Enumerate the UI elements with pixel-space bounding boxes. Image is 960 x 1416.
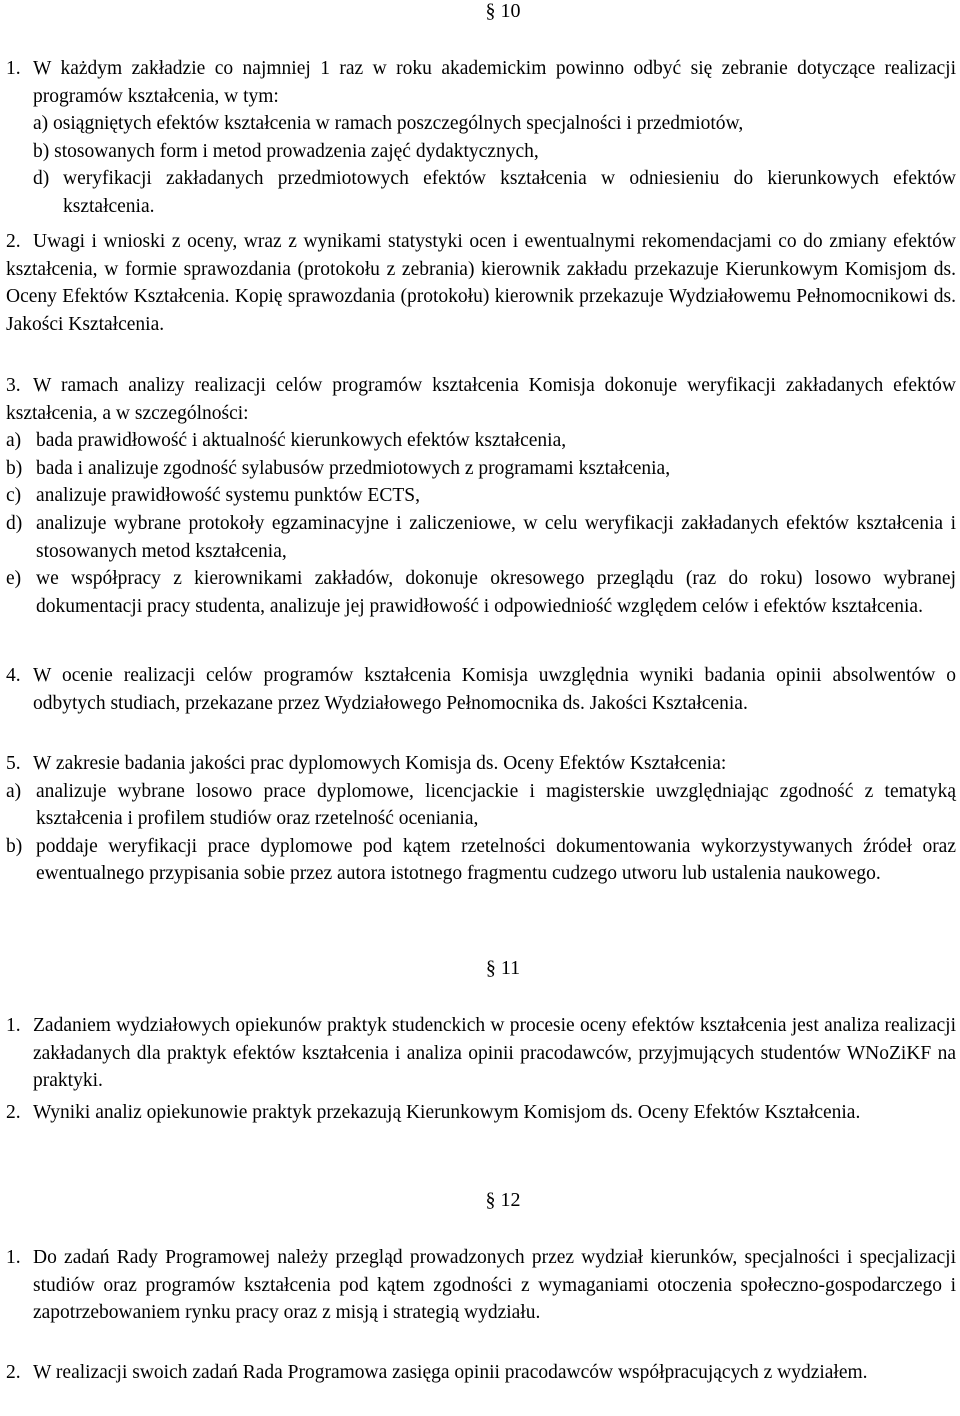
paragraph-12-2 [6,1359,956,1387]
list-letter: b) [33,140,50,162]
paragraph-number: 1. [6,1015,21,1036]
paragraph-10-1 [6,55,956,221]
list-text: weryfikacji zakładanych przedmiotowych efektów kształcenia w odniesieniu do kierunkowych efektów kształcenia. [63,168,956,217]
list-letter: b) [6,835,23,857]
list-letter: a) [6,780,22,802]
paragraph-12-1 [6,1244,956,1327]
list-item [6,833,956,888]
list-letter: a) [33,113,49,135]
paragraph-text: W ramach analizy realizacji celów programów kształcenia Komisja dokonuje weryfikacji zakładanych efektów kształcenia, a w szczególności: [6,375,956,424]
list-item [33,138,956,166]
paragraph-text: W realizacji swoich zadań Rada Programowa zasięga opinii pracodawców współpracujących z wydziałem. [33,1362,868,1383]
list-text: analizuje prawidłowość systemu punktów ECTS, [36,485,420,507]
paragraph-number: 5. [6,753,21,774]
section-heading-10 [0,0,960,26]
list-text: we współpracy z kierownikami zakładów, dokonuje okresowego przeglądu (raz do roku) losowo wybranej dokumentacji pracy studenta, analizuje jej prawidłowość i odpowiedniość względem celów i efektów kształcenia. [36,568,956,617]
paragraph-10-4 [6,662,956,717]
list-letter: c) [6,485,22,507]
list-text: analizuje wybrane losowo prace dyplomowe, licencjackie i magisterskie uwzględniając zgodność z tematyką kształcenia i profilem studiów oraz rzetelność oceniania, [36,780,956,830]
list-letter: a) [6,430,22,452]
paragraph-number: 2. [6,1362,21,1383]
list-text: poddaje weryfikacji prace dyplomowe pod kątem rzetelności dokumentowania wykorzystywanych źródeł oraz ewentualnego przypisania sobie przez autora istotnego fragmentu cudzego utworu lub ustalenia naukowego. [36,835,956,885]
paragraph-11-2 [6,1099,956,1127]
list-item [6,778,956,833]
paragraph-text: Zadaniem wydziałowych opiekunów praktyk studenckich w procesie oceny efektów kształcenia jest analiza realizacji zakładanych dla praktyk efektów kształcenia i analiza opinii pracodawców, przyjmujących studentów WNoZiKF na praktyki. [33,1015,956,1092]
paragraph-text: W ocenie realizacji celów programów kształcenia Komisja uwzględnia wyniki badania opinii absolwentów o odbytych studiach, przekazane przez Wydziałowego Pełnomocnika ds. Jakości Kształcenia. [33,665,956,714]
section-title: § 11 [485,957,521,979]
paragraph-number: 2. [6,1102,21,1123]
paragraph-number: 1. [6,1247,21,1268]
paragraph-11-1 [6,1012,956,1095]
paragraph-number: 1. [6,58,21,79]
list-text: stosowanych form i metod prowadzenia zajęć dydaktycznych, [54,140,539,162]
list-text: bada prawidłowość i aktualność kierunkowych efektów kształcenia, [36,430,567,452]
section-title: § 10 [485,0,521,22]
paragraph-text: Wyniki analiz opiekunowie praktyk przekazują Kierunkowym Komisjom ds. Oceny Efektów Kształcenia. [33,1102,861,1123]
list-item [6,455,956,483]
paragraph-number: 3. [6,375,21,396]
paragraph-10-3 [6,372,956,620]
list-text: osiągniętych efektów kształcenia w ramach poszczególnych specjalności i przedmiotów, [53,113,744,135]
paragraph-text: W każdym zakładzie co najmniej 1 raz w roku akademickim powinno odbyć się zebranie dotyczące realizacji programów kształcenia, w tym: [33,58,956,107]
paragraph-text: Do zadań Rady Programowej należy przegląd prowadzonych przez wydział kierunków, specjalności i specjalizacji studiów oraz programów kształcenia pod kątem zgodności z wymaganiami otoczenia społeczno-gospodarczego i zapotrzebowaniem rynku pracy oraz z misją i strategią wydziału. [33,1247,956,1324]
list-item [6,427,956,455]
list-text: analizuje wybrane protokoły egzaminacyjne i zaliczeniowe, w celu weryfikacji zakładanych efektów kształcenia i stosowanych metod kształcenia, [36,512,956,562]
list-item [6,565,956,620]
list-item [33,165,956,220]
list-letter: d) [6,512,23,534]
paragraph-10-5 [6,750,956,888]
paragraph-text: W zakresie badania jakości prac dyplomowych Komisja ds. Oceny Efektów Kształcenia: [33,753,727,774]
paragraph-text: Uwagi i wnioski z oceny, wraz z wynikami statystyki ocen i ewentualnymi rekomendacjami co do zmiany efektów kształcenia, w formie sprawozdania (protokołu z zebrania) kierownik zakładu przekazuje Kierunkowym Komisjom ds. Oceny Efektów Kształcenia. Kopię sprawozdania (protokołu) kierownik przekazuje Wydziałowemu Pełnomocnikowi ds. Jakości Kształcenia. [6,231,956,335]
section-heading-12 [0,1187,960,1215]
paragraph-number: 2. [6,231,21,252]
list-letter: e) [6,568,22,590]
list-text: bada i analizuje zgodność sylabusów przedmiotowych z programami kształcenia, [36,457,671,479]
paragraph-10-2 [6,228,956,338]
list-letter: d) [33,168,50,190]
list-letter: b) [6,457,23,479]
section-heading-11 [0,955,960,983]
paragraph-number: 4. [6,665,21,686]
list-item [6,510,956,565]
list-item [33,110,956,138]
section-title: § 12 [485,1189,521,1211]
list-item [6,482,956,510]
